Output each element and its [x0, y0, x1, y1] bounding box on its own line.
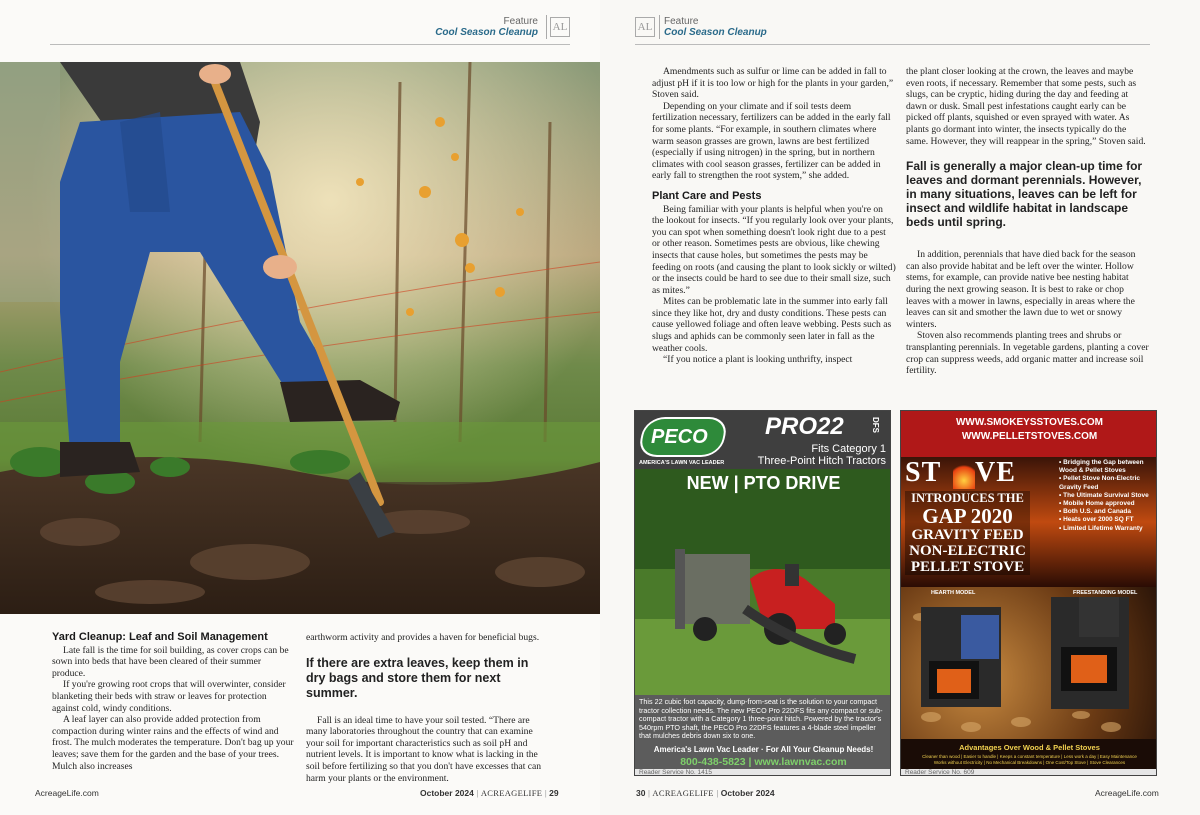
stove-brand-right: VE: [975, 457, 1016, 488]
paragraph: Amendments such as sulfur or lime can be added in fall to adjust pH if it is too low or high for the plants in your garden,” Stoven said.: [652, 66, 894, 101]
paragraph: Being familiar with your plants is helpful when you're on the lookout for insects. “If you regularly look over your plants, you can spot when something doesn't look right due to a pest or other reason. Sometimes pests are obvious, like chewing insects that cause holes, but sometimes the pests may be feeding on roots (and causing the plant to look sickly or wilted) or the insects could be hard to see due to their small size, such as mites.”: [652, 203, 896, 296]
stove-advertisement[interactable]: [900, 410, 1157, 776]
freestanding-model-label: FREESTANDING MODEL: [1073, 590, 1138, 596]
paragraph: Late fall is the time for soil building, as cover crops can be sown into beds that have been cleared of their summer produce.: [52, 644, 289, 679]
stove-headline: [905, 491, 1030, 575]
right-header-feature: Feature: [664, 16, 699, 27]
left-pull-quote: If there are extra leaves, keep them in dry bags and store them for next summer.: [306, 655, 529, 700]
peco-tagline: AMERICA'S LAWN VAC LEADER: [639, 460, 725, 466]
paragraph: the plant closer looking at the crown, the leaves and maybe even roots, if necessary. Remember that some pests, such as slugs, can be cryptic, hiding during the day and feeding at dawn or dusk. Small pest infestations caught early can be picked off plants, squished or even sprayed with water. As plants go dormant into winter, the insects typically do the same. However, they will reappear in the spring,” Stoven said.: [906, 66, 1146, 147]
stove-feature-list: [1059, 459, 1155, 533]
right-pull-quote: Fall is generally a major clean-up time for leaves and dormant perennials. However, in many situations, leaves can be left for insect and wildlife habitat in landscape beds until spring.: [906, 159, 1143, 230]
right-footer-site: AcreageLife.com: [1095, 788, 1159, 798]
acreagelife-logo-mark: AL: [635, 17, 655, 37]
stove-advantages-line-2: Works without Electricity | No Mechanical Breakdowns | One Cost/Top Stove | Stove Clearances: [933, 760, 1126, 765]
list-item: • Bridging the Gap between Wood & Pellet Stoves: [1059, 459, 1144, 475]
stove-h3: GRAVITY FEED: [911, 527, 1024, 543]
peco-phone-web[interactable]: 800-438-5823 | www.lawnvac.com: [680, 756, 847, 768]
stove-advantages-line-1: Cleaner than wood | Easier to handle | Keeps a constant temperature | Less work a day | Easy Maintenance: [922, 754, 1137, 759]
paragraph: A leaf layer can also provide added protection from compaction during winter rains and the effects of wind and frost. The mulch moderates the temperature. Don't bag up your leaves; save them for the garden and the base of your trees. Mulch also increases: [52, 714, 294, 772]
list-item: • Mobile Home approved: [1059, 500, 1135, 508]
paragraph: Mites can be problematic late in the summer into early fall since they like hot, dry and dusty conditions. These pests can cause yellowed foliage and often leave webbing. Pests such as slugs and aphids can be commonly seen later in fall as the weather cools.: [652, 296, 892, 354]
right-page: [600, 0, 1200, 815]
right-column-2: [906, 66, 1150, 377]
hearth-model-label: HEARTH MODEL: [931, 590, 976, 596]
list-item: • The Ultimate Survival Stove: [1059, 491, 1149, 499]
peco-advertisement[interactable]: [634, 410, 891, 776]
list-item: • Heats over 2000 SQ FT: [1059, 516, 1134, 524]
left-footer-date: October 2024: [420, 788, 474, 798]
list-item: • Both U.S. and Canada: [1059, 508, 1131, 516]
paragraph: earthworm activity and provides a haven for beneficial bugs.: [306, 632, 540, 643]
right-header: [664, 16, 767, 38]
stove-advantages-title: Advantages Over Wood & Pellet Stoves: [959, 743, 1100, 752]
acreagelife-logo-mark: AL: [550, 17, 570, 37]
peco-hitch: Three-Point Hitch Tractors: [757, 455, 886, 467]
gardener-digging-photo: [0, 62, 600, 614]
paragraph: Fall is an ideal time to have your soil tested. “There are many laboratories throughout the country that can examine your soil for important characteristics such as soil pH and nutrient levels. It is important to know what is lacking in the soil before fertilizing so that you don't have excesses that can harm your plants or the environment.: [306, 714, 542, 784]
peco-model: PRO22: [765, 413, 844, 440]
stove-reader-service: Reader Service No. 609: [905, 769, 975, 776]
right-page-number: 30: [636, 788, 646, 798]
right-footer-magazine: ACREAGELIFE: [652, 788, 714, 798]
header-divider: [659, 15, 660, 39]
left-footer-site: AcreageLife.com: [35, 788, 99, 798]
left-header-feature: Feature: [503, 16, 538, 27]
stove-brand-left: ST: [905, 457, 942, 488]
stove-url-2[interactable]: WWW.PELLETSTOVES.COM: [961, 431, 1098, 442]
peco-body: This 22 cubic foot capacity, dump-from-seat is the solution to your compact tractor collection needs. The new PECO Pro 22DFS fits any compact or sub-compact tractor with a Category 1 three-point hitch. Powered by the tractor's 540rpm PTO shaft, the PECO Pro 22DFS features a 4-blade steel impeller that mulches debris down six to one.: [639, 697, 883, 740]
header-rule: [635, 44, 1150, 45]
flame-icon: [953, 461, 975, 489]
left-footer-magazine: ACREAGELIFE: [480, 788, 543, 798]
header-rule: [50, 44, 570, 45]
plant-care-heading: Plant Care and Pests: [652, 189, 762, 202]
left-column-1: [52, 632, 296, 772]
left-page-number: 29: [549, 788, 559, 798]
left-footer-folio: October 2024 | ACREAGELIFE | 29: [420, 788, 559, 798]
peco-banner: NEW | PTO DRIVE: [686, 473, 841, 493]
header-divider: [546, 15, 547, 39]
stove-url-1[interactable]: WWW.SMOKEYSSTOVES.COM: [955, 417, 1104, 428]
stove-h1: INTRODUCES THE: [911, 491, 1024, 505]
peco-brand: PECO: [651, 426, 708, 448]
paragraph: “If you notice a plant is looking unthrifty, inspect: [663, 354, 853, 366]
right-footer-folio: 30 | ACREAGELIFE | October 2024: [636, 788, 775, 798]
stove-h2: GAP 2020: [922, 504, 1013, 528]
stove-h4: NON-ELECTRIC: [909, 543, 1026, 559]
left-column-2: [306, 632, 550, 784]
paragraph: Depending on your climate and if soil tests deem fertilization necessary, fertilizers can be added in the early fall for some plants. “For example, in southern climates where warm season grasses are grown, lawns are best fertilized (especially if using nitrogen) in the spring, but in northern climates with cool season grasses, fertilizer can be added in early fall to strengthen the root system,” she added.: [652, 100, 891, 182]
peco-reader-service: Reader Service No. 1415: [639, 769, 712, 776]
right-column-1: [652, 66, 896, 366]
peco-model-suffix: DFS: [871, 417, 880, 433]
left-header-topic: Cool Season Cleanup: [435, 27, 538, 38]
peco-cta: America's Lawn Vac Leader · For All Your Cleanup Needs!: [653, 745, 874, 754]
list-item: • Limited Lifetime Warranty: [1059, 524, 1143, 532]
stove-h5: PELLET STOVE: [910, 559, 1025, 575]
stove-product-photo: [901, 587, 1157, 739]
paragraph: If you're growing root crops that will overwinter, consider blanketing their beds with straw or leaves for protection against cold, windy conditions.: [52, 679, 286, 714]
paragraph: In addition, perennials that have died back for the season can also provide habitat and be left over the winter. Hollow stems, for example, can provide native bee nesting habitat during the next growing season. It is best to rake or chop leaves with a mower in lawns, especially in areas where the leaves can sit and smother the lawn due to wet or snowy winters.: [906, 249, 1136, 330]
right-footer-date: October 2024: [720, 788, 775, 798]
paragraph: Stoven also recommends planting trees and shrubs or transplanting perennials. In vegetable gardens, planting a cover crop can suppress weeds, add organic matter and increase soil fertility.: [906, 330, 1149, 377]
peco-fits: Fits Category 1: [811, 443, 886, 455]
yard-cleanup-heading: Yard Cleanup: Leaf and Soil Management: [52, 631, 268, 643]
peco-tractor-photo: [635, 469, 891, 695]
list-item: • Pellet Stove Non-Electric Gravity Feed: [1059, 475, 1141, 491]
right-header-topic: Cool Season Cleanup: [664, 27, 767, 38]
